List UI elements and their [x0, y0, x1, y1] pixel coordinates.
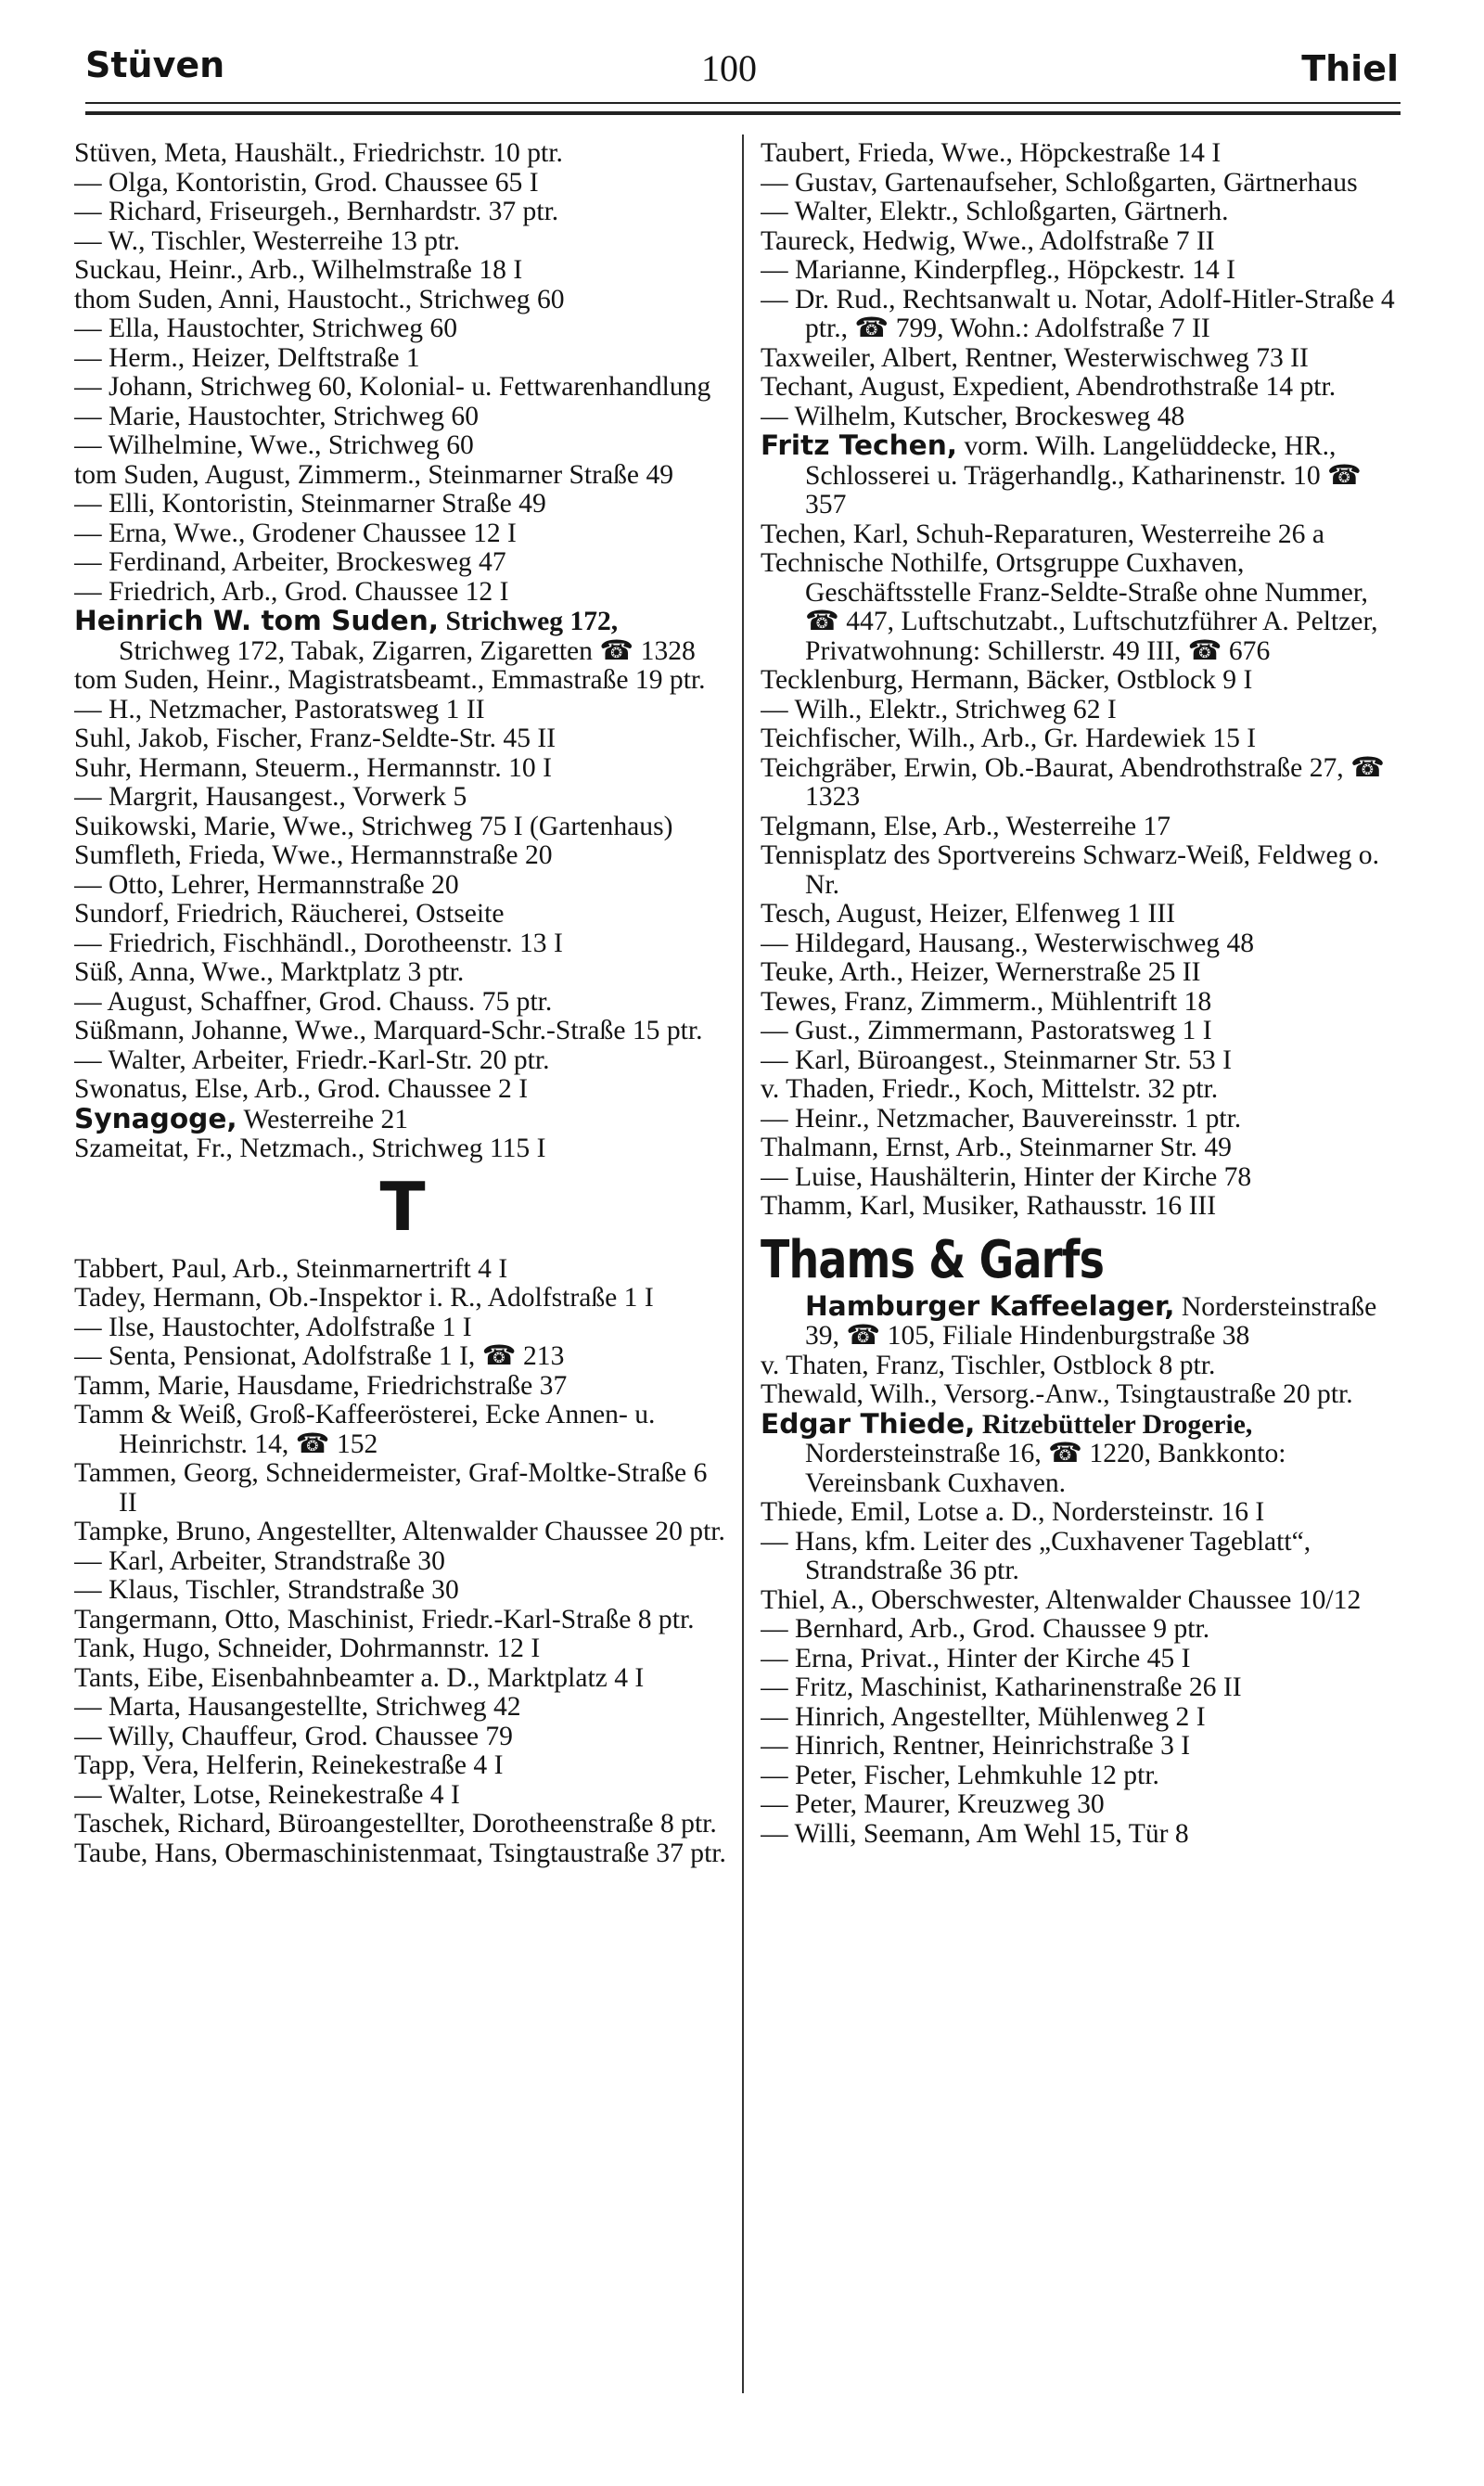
- directory-entry: [74, 900, 731, 929]
- entry-text: Tangermann, Otto, Maschinist, Friedr.-Karl-Straße 8 ptr.: [74, 1604, 695, 1634]
- directory-entry: [74, 696, 731, 725]
- entry-bold-name: Hamburger Kaffeelager,: [805, 1289, 1175, 1322]
- entry-text: — Klaus, Tischler, Strandstraße 30: [74, 1575, 459, 1605]
- directory-entry: [761, 256, 1401, 286]
- directory-entry: [74, 1839, 731, 1869]
- directory-entry: [761, 1046, 1401, 1076]
- entry-text: — Wilhelmine, Wwe., Strichweg 60: [74, 430, 474, 460]
- directory-entry: [74, 519, 731, 549]
- directory-entry: [74, 256, 731, 286]
- directory-entry: [74, 1459, 731, 1518]
- directory-entry: [74, 431, 731, 461]
- directory-entry: [761, 1075, 1401, 1105]
- directory-entry: [74, 1518, 731, 1547]
- right-column: [761, 139, 1401, 2403]
- directory-entry: [761, 1289, 1401, 1352]
- entry-text: — Otto, Lehrer, Hermannstraße 20: [74, 869, 459, 900]
- entry-text: — Marianne, Kinderpfleg., Höpckestr. 14 I: [761, 255, 1235, 285]
- entry-text: Suhl, Jakob, Fischer, Franz-Seldte-Str. 45 II: [74, 724, 556, 753]
- directory-entry: [761, 286, 1401, 344]
- directory-entry: [74, 1075, 731, 1105]
- directory-entry: [74, 1723, 731, 1752]
- directory-entry: [74, 1664, 731, 1694]
- directory-entry: [74, 1284, 731, 1313]
- directory-entry: [74, 1810, 731, 1839]
- directory-entry: [761, 1820, 1401, 1850]
- directory-entry: [74, 1547, 731, 1577]
- directory-entry: [74, 666, 731, 696]
- directory-entry: [74, 1017, 731, 1046]
- entry-text: — Ella, Haustochter, Strichweg 60: [74, 314, 458, 343]
- entry-text: — Peter, Maurer, Kreuzweg 30: [761, 1789, 1105, 1819]
- directory-entry: [74, 813, 731, 842]
- directory-entry: [761, 373, 1401, 403]
- directory-entry: [761, 169, 1401, 199]
- directory-entry: [74, 783, 731, 813]
- entry-text: Tennisplatz des Sportvereins Schwarz-Weiß, Feldweg o. Nr.: [761, 840, 1379, 900]
- entry-text: Suckau, Heinr., Arb., Wilhelmstraße 18 I: [74, 255, 523, 285]
- directory-entry: [74, 373, 731, 403]
- entry-text: — W., Tischler, Westerreihe 13 ptr.: [74, 225, 460, 256]
- entry-text: — Friedrich, Arb., Grod. Chaussee 12 I: [74, 576, 509, 607]
- directory-entry: [74, 139, 731, 169]
- entry-text: Taube, Hans, Obermaschinistenmaat, Tsingtaustraße 37 ptr.: [74, 1838, 726, 1868]
- entry-text: — Erna, Privat., Hinter der Kirche 45 I: [761, 1643, 1191, 1673]
- entry-text: — Ilse, Haustochter, Adolfstraße 1 I: [74, 1312, 472, 1342]
- entry-text: Thalmann, Ernst, Arb., Steinmarner Str. 49: [761, 1133, 1232, 1162]
- entry-text: Taschek, Richard, Büroangestellter, Dorotheenstraße 8 ptr.: [74, 1809, 717, 1839]
- directory-entry: [761, 1105, 1401, 1134]
- entry-text: — Hans, kfm. Leiter des „Cuxhavener Tageblatt“, Strandstraße 36 ptr.: [761, 1526, 1311, 1585]
- entry-text: Swonatus, Else, Arb., Grod. Chaussee 2 I: [74, 1074, 529, 1104]
- directory-entry: [74, 958, 731, 988]
- entry-text: — Ferdinand, Arbeiter, Brockesweg 47: [74, 547, 506, 577]
- directory-entry: [74, 841, 731, 871]
- entry-text: — Margrit, Hausangest., Vorwerk 5: [74, 782, 467, 812]
- directory-entry: [74, 1102, 731, 1135]
- directory-entry: [761, 227, 1401, 257]
- directory-entry: [74, 1576, 731, 1606]
- directory-entry: [761, 1732, 1401, 1762]
- entry-text: — Richard, Friseurgeh., Bernhardstr. 37 ptr.: [74, 197, 559, 226]
- directory-entry: [761, 431, 1401, 520]
- directory-entry: [761, 139, 1401, 169]
- entry-text: Techen, Karl, Schuh-Reparaturen, Westerreihe 26 a: [761, 519, 1324, 549]
- entry-text: — Olga, Kontoristin, Grod. Chaussee 65 I: [74, 167, 539, 198]
- directory-entry: [74, 1781, 731, 1811]
- directory-entry: [74, 169, 731, 199]
- entry-text: Technische Nothilfe, Ortsgruppe Cuxhaven, Geschäftsstelle Franz-Seldte-Straße ohne Nummer, ☎ 447, Luftschutzabt., Luftschutzführer A. Peltzer, Privatwohnung: Schillerstr. 49 III, ☎ 676: [761, 548, 1378, 666]
- entry-text: Nordersteinstraße 16, ☎ 1220, Bankkonto: Vereinsbank Cuxhaven.: [805, 1439, 1286, 1498]
- directory-entry: [761, 1586, 1401, 1616]
- directory-entry: [74, 198, 731, 227]
- directory-entry: [74, 578, 731, 608]
- directory-entry: [761, 696, 1401, 725]
- entry-text: Nordersteinstraße 39, ☎ 105, Filiale Hindenburgstraße 38: [805, 1291, 1377, 1351]
- entry-text: — Hinrich, Angestellter, Mühlenweg 2 I: [761, 1701, 1206, 1732]
- entry-text: — Walter, Elektr., Schloßgarten, Gärtnerh.: [761, 197, 1229, 226]
- entry-text: — Heinr., Netzmacher, Bauvereinsstr. 1 ptr.: [761, 1103, 1242, 1134]
- entry-bold-name: Synagoge,: [74, 1102, 237, 1134]
- entry-text: — Marie, Haustochter, Strichweg 60: [74, 401, 480, 431]
- entry-text: — H., Netzmacher, Pastoratsweg 1 II: [74, 694, 485, 724]
- entry-text: — Wilhelm, Kutscher, Brockesweg 48: [761, 401, 1185, 431]
- entry-text: tom Suden, August, Zimmerm., Steinmarner Straße 49: [74, 459, 674, 490]
- entry-text: tom Suden, Heinr., Magistratsbeamt., Emmastraße 19 ptr.: [74, 665, 706, 695]
- directory-entry: [761, 549, 1401, 666]
- entry-text: — Willi, Seemann, Am Wehl 15, Tür 8: [761, 1818, 1189, 1849]
- entry-text: — Friedrich, Fischhändl., Dorotheenstr. 13 I: [74, 928, 563, 958]
- entry-text: Thiede, Emil, Lotse a. D., Nordersteinstr. 16 I: [761, 1497, 1265, 1527]
- directory-entry: [74, 314, 731, 344]
- directory-entry: [74, 1606, 731, 1635]
- entry-text: — Karl, Büroangest., Steinmarner Str. 53 I: [761, 1044, 1232, 1075]
- entry-text: Tammen, Georg, Schneidermeister, Graf-Moltke-Straße 6 II: [74, 1458, 708, 1518]
- entry-text: — Karl, Arbeiter, Strandstraße 30: [74, 1545, 445, 1576]
- directory-entry: [761, 1615, 1401, 1645]
- left-column: [74, 139, 731, 2403]
- entry-text: Süßmann, Johanne, Wwe., Marquard-Schr.-Straße 15 ptr.: [74, 1016, 703, 1045]
- directory-entry: [761, 1673, 1401, 1703]
- entry-text: — Dr. Rud., Rechtsanwalt u. Notar, Adolf-Hitler-Straße 4 ptr., ☎ 799, Wohn.: Adolfstraße 7 II: [761, 284, 1395, 343]
- directory-entry: [74, 1046, 731, 1076]
- entry-bold-name: Edgar Thiede,: [761, 1407, 976, 1440]
- directory-entry: [74, 344, 731, 374]
- entry-text: Tewes, Franz, Zimmerm., Mühlentrift 18: [761, 986, 1212, 1017]
- entry-text: v. Thaten, Franz, Tischler, Ostblock 8 ptr.: [761, 1350, 1216, 1380]
- entry-text: v. Thaden, Friedr., Koch, Mittelstr. 32 ptr.: [761, 1074, 1219, 1104]
- directory-entry: [761, 1645, 1401, 1674]
- entry-text: vorm. Wilh. Langelüddecke, HR., Schlosserei u. Trägerhandlg., Katharinenstr. 10 ☎ 357: [805, 431, 1362, 519]
- entry-text: Szameitat, Fr., Netzmach., Strichweg 115 I: [74, 1134, 546, 1163]
- entry-text: — Erna, Wwe., Grodener Chaussee 12 I: [74, 518, 517, 548]
- directory-entry: [74, 1313, 731, 1343]
- entry-text: Tank, Hugo, Schneider, Dohrmannstr. 12 I: [74, 1634, 541, 1663]
- directory-entry: [761, 1163, 1401, 1193]
- directory-entry: [761, 1528, 1401, 1586]
- entry-text: — Luise, Haushälterin, Hinter der Kirche 78: [761, 1161, 1252, 1192]
- directory-entry: [74, 1751, 731, 1781]
- firm-logo-heading: Thams & Garfs: [761, 1229, 1105, 1290]
- directory-entry: [761, 1498, 1401, 1528]
- entry-text: — Peter, Fischer, Lehmkuhle 12 ptr.: [761, 1760, 1159, 1790]
- entry-text: Strichweg 172, Tabak, Zigarren, Zigaretten ☎ 1328: [119, 635, 696, 666]
- entry-text: Techant, August, Expedient, Abendrothstraße 14 ptr.: [761, 372, 1337, 402]
- directory-entry: [761, 1703, 1401, 1733]
- entry-text: — Walter, Arbeiter, Friedr.-Karl-Str. 20 ptr.: [74, 1044, 550, 1075]
- directory-entry: [74, 754, 731, 784]
- entry-text: — Gust., Zimmermann, Pastoratsweg 1 I: [761, 1016, 1212, 1045]
- directory-entry: [761, 929, 1401, 959]
- entry-text: Taubert, Frieda, Wwe., Höpckestraße 14 I: [761, 139, 1222, 168]
- directory-entry: [74, 607, 731, 666]
- entry-text: — August, Schaffner, Grod. Chauss. 75 ptr.: [74, 986, 553, 1017]
- page-number: 100: [701, 47, 757, 89]
- entry-text: Sumfleth, Frieda, Wwe., Hermannstraße 20: [74, 840, 553, 870]
- header-rule-thick: [85, 111, 1401, 115]
- entry-text: Tesch, August, Heizer, Elfenweg 1 III: [761, 899, 1176, 929]
- entry-bold-detail: Strichweg 172,: [439, 607, 619, 636]
- directory-entry: [761, 1790, 1401, 1820]
- directory-entry: [74, 929, 731, 959]
- entry-text: Suikowski, Marie, Wwe., Strichweg 75 I (Gartenhaus): [74, 811, 673, 841]
- entry-text: Tampke, Bruno, Angestellter, Altenwalder Chaussee 20 ptr.: [74, 1517, 725, 1546]
- entry-bold-name: Heinrich W. tom Suden,: [74, 605, 440, 636]
- directory-entry: [761, 1352, 1401, 1381]
- entry-text: Suhr, Hermann, Steuerm., Hermannstr. 10 I: [74, 752, 552, 783]
- directory-entry: [74, 988, 731, 1018]
- directory-entry: [74, 461, 731, 491]
- directory-entry: [761, 988, 1401, 1018]
- entry-text: Taureck, Hedwig, Wwe., Adolfstraße 7 II: [761, 225, 1215, 256]
- entry-text: Tecklenburg, Hermann, Bäcker, Ostblock 9 I: [761, 665, 1253, 695]
- directory-entry: [74, 1342, 731, 1372]
- entry-text: Teuke, Arth., Heizer, Wernerstraße 25 II: [761, 957, 1201, 987]
- directory-entry: [74, 286, 731, 315]
- entry-text: — Bernhard, Arb., Grod. Chaussee 9 ptr.: [761, 1614, 1210, 1644]
- entry-text: — Elli, Kontoristin, Steinmarner Straße 49: [74, 489, 546, 519]
- directory-entry: [74, 1134, 731, 1164]
- entry-text: Tamm, Marie, Hausdame, Friedrichstraße 37: [74, 1370, 568, 1401]
- entry-text: Sundorf, Friedrich, Räucherei, Ostseite: [74, 899, 505, 929]
- directory-entry: [761, 403, 1401, 432]
- entry-text: — Herm., Heizer, Delftstraße 1: [74, 342, 420, 373]
- entry-text: — Marta, Hausangestellte, Strichweg 42: [74, 1692, 521, 1722]
- entry-text: — Gustav, Gartenaufseher, Schloßgarten, Gärtnerhaus: [761, 167, 1358, 198]
- entry-bold-name: Fritz Techen,: [761, 429, 958, 461]
- directory-entry: [74, 1372, 731, 1402]
- entry-text: Taxweiler, Albert, Rentner, Westerwischweg 73 II: [761, 342, 1309, 373]
- directory-entry: [761, 958, 1401, 988]
- directory-entry: [761, 754, 1401, 813]
- directory-entry: [761, 724, 1401, 754]
- directory-entry: [761, 1380, 1401, 1410]
- entry-text: — Walter, Lotse, Reinekestraße 4 I: [74, 1779, 460, 1810]
- directory-entry: [761, 1017, 1401, 1046]
- directory-entry: [74, 548, 731, 578]
- entry-text: — Hildegard, Hausang., Westerwischweg 48: [761, 928, 1255, 958]
- header-first-entry: Stüven: [85, 45, 225, 85]
- header-rule-thin: [85, 102, 1401, 104]
- entry-text: — Johann, Strichweg 60, Kolonial- u. Fettwarenhandlung: [74, 372, 711, 402]
- entry-text: Tapp, Vera, Helferin, Reinekestraße 4 I: [74, 1750, 504, 1780]
- section-letter: T: [379, 1167, 426, 1246]
- entry-text: Tants, Eibe, Eisenbahnbeamter a. D., Marktplatz 4 I: [74, 1662, 645, 1693]
- directory-entry: [74, 871, 731, 901]
- entry-text: Thamm, Karl, Musiker, Rathausstr. 16 III: [761, 1191, 1217, 1221]
- directory-entry: [761, 1407, 1401, 1499]
- entry-text: Thewald, Wilh., Versorg.-Anw., Tsingtaustraße 20 ptr.: [761, 1379, 1353, 1409]
- entry-text: thom Suden, Anni, Haustocht., Strichweg 60: [74, 284, 565, 314]
- directory-entry: [74, 1693, 731, 1723]
- entry-text: Tamm & Weiß, Groß-Kaffeerösterei, Ecke Annen- u. Heinrichstr. 14, ☎ 152: [74, 1400, 656, 1459]
- entry-text: Telgmann, Else, Arb., Westerreihe 17: [761, 811, 1171, 841]
- entry-text: Stüven, Meta, Haushält., Friedrichstr. 10 ptr.: [74, 139, 563, 168]
- directory-entry: [74, 1401, 731, 1459]
- directory-entry: [74, 1255, 731, 1285]
- directory-entry: [761, 813, 1401, 842]
- entry-text: — Willy, Chauffeur, Grod. Chaussee 79: [74, 1721, 513, 1751]
- page-header: [85, 41, 1401, 96]
- directory-entry: [761, 1192, 1401, 1222]
- directory-entry: [74, 490, 731, 519]
- entry-text: — Senta, Pensionat, Adolfstraße 1 I, ☎ 213: [74, 1341, 565, 1371]
- entry-bold-detail: Ritzebütteler Drogerie,: [975, 1409, 1253, 1440]
- directory-entry: [761, 1762, 1401, 1791]
- entry-text: Tadey, Hermann, Ob.-Inspektor i. R., Adolfstraße 1 I: [74, 1283, 654, 1313]
- header-last-entry: Thiel: [1301, 48, 1399, 89]
- entry-text: — Hinrich, Rentner, Heinrichstraße 3 I: [761, 1731, 1191, 1761]
- directory-entry: [761, 666, 1401, 696]
- directory-entry: [74, 724, 731, 754]
- directory-entry: [74, 403, 731, 432]
- entry-text: Westerreihe 21: [237, 1104, 409, 1134]
- directory-entry: [761, 198, 1401, 227]
- entry-text: Teichfischer, Wilh., Arb., Gr. Hardewiek 15 I: [761, 724, 1257, 753]
- entry-text: — Fritz, Maschinist, Katharinenstraße 26 II: [761, 1672, 1242, 1702]
- entry-text: — Wilh., Elektr., Strichweg 62 I: [761, 694, 1117, 724]
- entry-text: Tabbert, Paul, Arb., Steinmarnertrift 4 I: [74, 1253, 508, 1284]
- directory-entry: [74, 1634, 731, 1664]
- entry-text: Thiel, A., Oberschwester, Altenwalder Chaussee 10/12: [761, 1584, 1362, 1615]
- directory-entry: [761, 900, 1401, 929]
- directory-entry: [761, 1134, 1401, 1163]
- directory-entry: [761, 520, 1401, 550]
- directory-entry: [74, 227, 731, 257]
- entry-text: Süß, Anna, Wwe., Marktplatz 3 ptr.: [74, 957, 465, 987]
- entry-text: Teichgräber, Erwin, Ob.-Baurat, Abendrothstraße 27, ☎ 1323: [761, 752, 1385, 812]
- column-divider: [742, 135, 744, 2393]
- directory-entry: [761, 841, 1401, 900]
- directory-entry: [761, 344, 1401, 374]
